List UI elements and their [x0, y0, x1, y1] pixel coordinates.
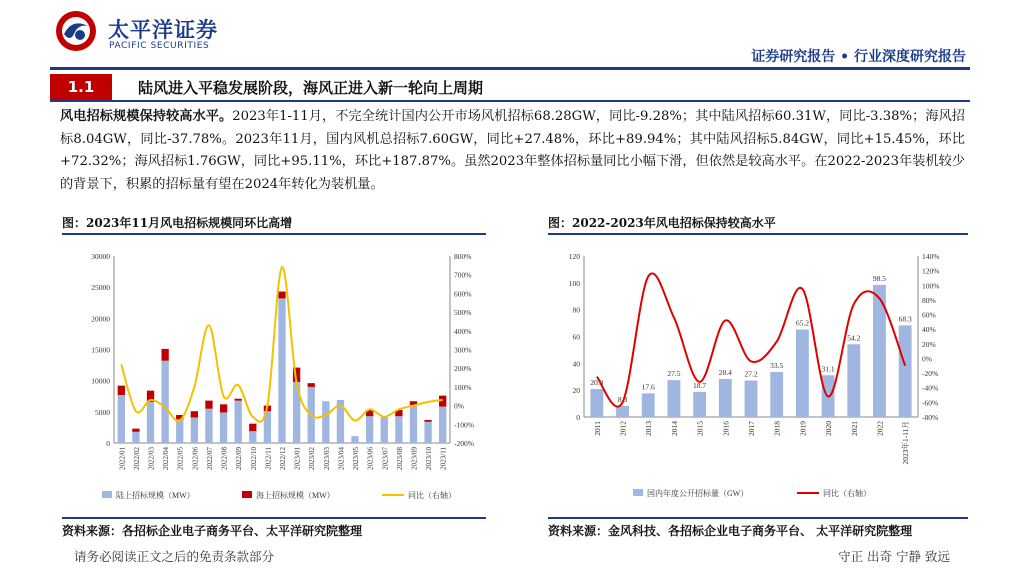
x-tick-label: 2022/07 — [205, 447, 214, 470]
figure-left-title: 图：2023年11月风电招标规模同环比高增 — [62, 216, 293, 230]
bar — [191, 411, 198, 417]
x-tick-label: 2022/06 — [191, 447, 200, 470]
y-tick-label: 100 — [568, 278, 580, 288]
x-tick-label: 2023/07 — [381, 447, 390, 470]
legend-swatch — [242, 491, 252, 498]
x-tick-label: 2023/10 — [425, 447, 434, 470]
data-label: 65.2 — [795, 318, 809, 328]
y2-tick-label: -100% — [454, 420, 474, 430]
bar — [191, 417, 198, 443]
legend-label: 同比（右轴） — [408, 491, 456, 500]
x-tick-label: 2022/04 — [162, 447, 171, 470]
bar — [424, 422, 431, 443]
x-tick-label: 2015 — [695, 421, 705, 436]
x-tick-label: 2022/10 — [249, 447, 258, 470]
x-tick-label: 2022/01 — [118, 447, 127, 470]
x-tick-label: 2023/03 — [322, 447, 331, 470]
bar — [235, 401, 242, 443]
figure-right-bottom-rule — [548, 517, 968, 519]
y2-tick-label: -20% — [922, 369, 939, 379]
bar — [745, 381, 758, 417]
bar — [205, 409, 212, 443]
data-label: 20.8 — [590, 378, 604, 388]
x-tick-label: 2020 — [824, 421, 834, 436]
bar — [308, 383, 315, 387]
data-label: 31.1 — [821, 364, 835, 374]
bar — [366, 416, 373, 443]
header-divider — [50, 67, 970, 70]
figure-right-title: 图：2022-2023年风电招标保持较高水平 — [548, 216, 776, 230]
bar — [668, 380, 681, 417]
bar — [118, 386, 125, 395]
figure-right-top-rule — [548, 233, 968, 235]
brand-name-en: PACIFIC SECURITIES — [109, 41, 210, 51]
body-paragraph — [60, 106, 965, 196]
x-tick-label: 2023/06 — [366, 447, 375, 470]
figure-left-top-rule — [62, 233, 486, 235]
bar — [249, 431, 256, 443]
x-tick-label: 2022/09 — [235, 447, 244, 470]
footer-motto: 守正 出奇 宁静 致远 — [838, 549, 950, 564]
bar — [351, 436, 358, 443]
data-label: 17.6 — [641, 382, 655, 392]
bar — [205, 401, 212, 409]
y2-tick-label: 100% — [922, 281, 940, 291]
bar — [693, 392, 706, 417]
y-tick-label: 10000 — [91, 376, 110, 386]
bar — [590, 389, 603, 417]
x-tick-label: 2012 — [618, 421, 628, 436]
legend-label: 陆上招标规模（MW） — [116, 491, 195, 500]
bar — [899, 325, 912, 417]
brand-name-cn: 太平洋证券 — [108, 17, 218, 42]
chart-right — [548, 236, 968, 516]
x-tick-label: 2022/12 — [279, 447, 287, 470]
y2-tick-label: 500% — [454, 308, 472, 318]
x-tick-label: 2021 — [849, 421, 859, 436]
x-tick-label: 2022/03 — [147, 447, 156, 470]
x-tick-label: 2022 — [875, 421, 885, 436]
x-tick-label: 2023/05 — [352, 447, 361, 470]
paragraph-body: 2023年1-11月，不完全统计国内公开市场风机招标68.28GW，同比-9.28%；其中陆风招标60.31W，同比-3.38%；海风招标8.04GW，同比-37.78%。2023年11月，国内风机总招标7.60GW，同比+27.48%，环比+89.94%；其中陆风招标5.84GW，同比+15.45%，环比+72.32%；海风招标1.76GW，同比+95.11%，环比+187.87%。虽然2023年整体招标量同比小幅下滑，但依然是较高水平。在2022-2023年装机较少的背景下，积累的招标量有望在2024年转化为装机量。 — [60, 109, 965, 192]
y2-tick-label: -40% — [922, 383, 939, 393]
x-tick-label: 2023/02 — [308, 447, 317, 470]
figure-right-source: 资料来源：金风科技、各招标企业电子商务平台、 太平洋研究院整理 — [548, 524, 913, 538]
y2-tick-label: 200% — [454, 364, 472, 374]
bar — [235, 399, 242, 401]
x-tick-label: 2011 — [592, 421, 602, 436]
x-tick-label: 2023/01 — [293, 447, 302, 470]
section-title: 陆风进入平稳发展阶段，海风正进入新一轮向上周期 — [138, 79, 484, 97]
legend-swatch — [633, 489, 643, 496]
y2-tick-label: 60% — [922, 310, 936, 320]
data-label: 18.7 — [693, 380, 707, 390]
bar — [719, 379, 732, 417]
y-tick-label: 5000 — [95, 407, 110, 417]
bar — [278, 298, 285, 443]
bar — [118, 395, 125, 443]
y2-tick-label: -200% — [454, 439, 474, 448]
chart-left — [62, 236, 486, 516]
y-tick-label: 0 — [106, 439, 110, 448]
legend-label: 海上招标规模（MW） — [256, 491, 335, 500]
y2-tick-label: 700% — [454, 270, 472, 280]
bar — [770, 372, 783, 417]
x-tick-label: 2014 — [669, 421, 679, 436]
data-label: 68.3 — [898, 314, 912, 324]
y2-tick-label: 0% — [454, 401, 464, 411]
report-type: 证券研究报告 • 行业深度研究报告 — [751, 49, 966, 65]
bar — [395, 416, 402, 443]
x-tick-label: 2019 — [798, 421, 808, 436]
y2-tick-label: 140% — [922, 252, 940, 261]
bar — [642, 393, 655, 417]
bar — [424, 420, 431, 422]
pacific-logo-icon — [50, 8, 106, 54]
x-tick-label: 2022/02 — [132, 447, 141, 470]
legend-label: 同比（右轴） — [823, 489, 871, 498]
data-label: 33.5 — [770, 361, 784, 371]
bar — [249, 424, 256, 431]
data-label: 27.5 — [667, 369, 681, 379]
x-tick-label: 2013 — [644, 421, 654, 436]
bar — [439, 407, 446, 443]
y-tick-label: 30000 — [91, 252, 110, 261]
y-tick-label: 40 — [572, 359, 580, 369]
x-tick-label: 2018 — [772, 421, 782, 436]
y2-tick-label: 400% — [454, 326, 472, 336]
x-tick-label: 2023/04 — [337, 447, 346, 470]
y2-tick-label: 100% — [454, 382, 472, 392]
y-tick-label: 20000 — [91, 314, 110, 324]
bar — [220, 412, 227, 443]
data-label: 28.4 — [718, 367, 732, 377]
paragraph-lead: 风电招标规模保持较高水平。 — [60, 109, 233, 124]
bar — [147, 402, 154, 443]
y-tick-label: 20 — [572, 386, 580, 396]
bar — [381, 417, 388, 443]
bar — [796, 330, 809, 417]
y2-tick-label: -80% — [922, 413, 939, 422]
x-tick-label: 2017 — [747, 421, 756, 436]
y-tick-label: 60 — [572, 332, 580, 342]
y-tick-label: 80 — [572, 305, 580, 315]
y-tick-label: 120 — [568, 252, 580, 261]
x-tick-label: 2023/09 — [410, 447, 419, 470]
bar — [161, 349, 168, 361]
footer-disclaimer: 请务必阅读正文之后的免责条款部分 — [74, 549, 275, 564]
y2-tick-label: 20% — [922, 339, 936, 349]
x-tick-label: 2023/08 — [395, 447, 404, 470]
figure-left-bottom-rule — [62, 517, 486, 519]
y2-tick-label: 80% — [922, 295, 936, 305]
section-number: 1.1 — [50, 74, 112, 100]
figure-left-source: 资料来源：各招标企业电子商务平台、太平洋研究院整理 — [62, 524, 363, 538]
bar — [220, 404, 227, 412]
y-tick-label: 0 — [576, 413, 580, 422]
y2-tick-label: -60% — [922, 398, 939, 408]
x-tick-label: 2022/11 — [264, 447, 273, 470]
y2-tick-label: 800% — [454, 252, 472, 261]
legend-swatch — [102, 491, 112, 498]
y2-tick-label: 120% — [922, 266, 940, 276]
bar — [132, 429, 139, 432]
y2-tick-label: 300% — [454, 345, 472, 355]
x-tick-label: 2022/08 — [220, 447, 229, 470]
bar — [176, 419, 183, 443]
x-tick-label: 2016 — [721, 421, 731, 436]
bar — [847, 344, 860, 417]
data-label: 98.5 — [872, 273, 887, 283]
x-tick-label: 2022/05 — [176, 447, 185, 470]
y2-tick-label: 0% — [922, 354, 932, 364]
data-label: 54.2 — [847, 333, 861, 343]
y2-tick-label: 40% — [922, 325, 936, 335]
data-label: 8.3 — [617, 394, 628, 404]
bar — [278, 292, 285, 299]
bar — [132, 432, 139, 443]
legend-label: 国内年度公开招标量（GW） — [647, 489, 749, 498]
x-tick-label: 2023/11 — [439, 447, 448, 470]
y-tick-label: 25000 — [91, 283, 110, 293]
y-tick-label: 15000 — [91, 345, 110, 355]
data-label: 27.2 — [744, 369, 758, 379]
bar — [161, 361, 168, 443]
bar — [410, 405, 417, 443]
y2-tick-label: 600% — [454, 289, 472, 299]
bar — [322, 401, 329, 443]
x-tick-label: 2023年1-11月 — [901, 421, 911, 465]
